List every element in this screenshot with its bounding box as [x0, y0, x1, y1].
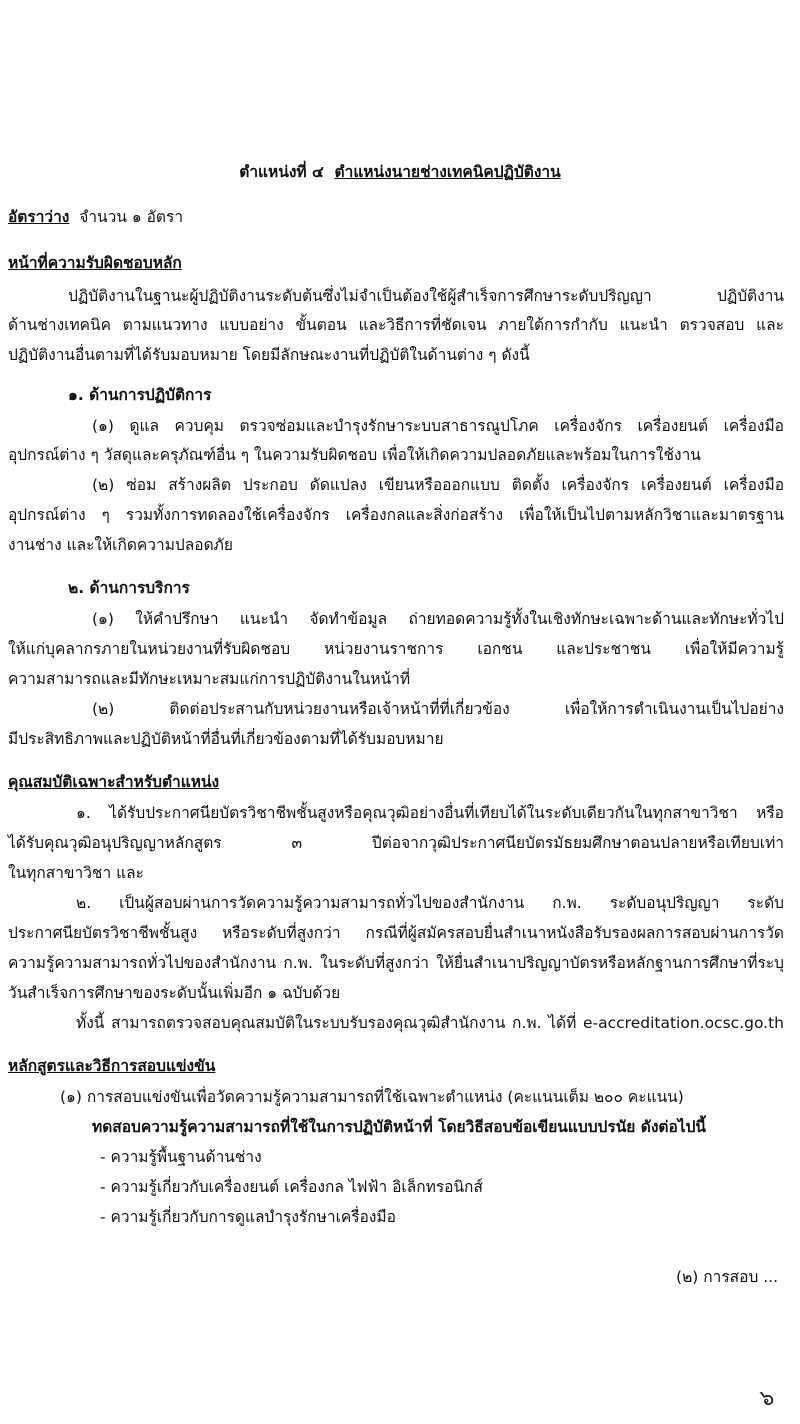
continuation-note: (๒) การสอบ ... [676, 1268, 778, 1286]
section-2-item-2-line: (๒) ติดต่อประสานกับหน่วยงานหรือเจ้าหน้าที่ที่เกี่ยวข้อง เพื่อให้การดำเนินงานเป็นไปอย่าง [92, 700, 784, 718]
position-label: ตำแหน่งที่ ๔ [239, 163, 324, 181]
section-1-item-2-line: (๒) ซ่อม สร้างผลิต ประกอบ ดัดแปลง เขียนหรือออกแบบ ติดตั้ง เครื่องจักร เครื่องยนต์ เครื่องมือ [92, 476, 784, 494]
qualification-1-line: ในทุกสาขาวิชา และ [8, 864, 144, 882]
qualification-note: ทั้งนี้ สามารถตรวจสอบคุณสมบัติในระบบรับรองคุณวุฒิสำนักงาน ก.พ. ได้ที่ e-accreditation.ocsc.go.th [76, 1014, 784, 1032]
qualification-1-line: ๑. ได้รับประกาศนียบัตรวิชาชีพชั้นสูงหรือคุณวุฒิอย่างอื่นที่เทียบได้ในระดับเดียวกันในทุกสาขาวิชา หรือ [76, 804, 784, 822]
duties-heading: หน้าที่ความรับผิดชอบหลัก [8, 254, 182, 272]
qualification-2-line: ความรู้ความสามารถทั่วไปของสำนักงาน ก.พ. ในระดับที่สูงกว่า ให้ยื่นสำเนาปริญญาบัตรหรือหลักฐานการศึกษาที่ระบุ [8, 954, 784, 972]
qualification-2-line: ๒. เป็นผู้สอบผ่านการวัดความรู้ความสามารถทั่วไปของสำนักงาน ก.พ. ระดับอนุปริญญา ระดับ [76, 894, 784, 912]
exam-item-1-desc: ทดสอบความรู้ความสามารถที่ใช้ในการปฏิบัติหน้าที่ โดยวิธีสอบข้อเขียนแบบปรนัย ดังต่อไปนี้ [92, 1118, 707, 1136]
exam-topic: - ความรู้เกี่ยวกับเครื่องยนต์ เครื่องกล ไฟฟ้า อิเล็กทรอนิกส์ [100, 1178, 483, 1196]
section-1-item-1-line: (๑) ดูแล ควบคุม ตรวจซ่อมและบำรุงรักษาระบบสาธารณูปโภค เครื่องจักร เครื่องยนต์ เครื่องมือ [92, 417, 784, 435]
section-1-item-1-line: อุปกรณ์ต่าง ๆ วัสดุและครุภัณฑ์อื่น ๆ ในความรับผิดชอบ เพื่อให้เกิดความปลอดภัยและพร้อมในการใช้งาน [8, 446, 701, 464]
vacancy-label: อัตราว่าง [8, 208, 70, 226]
exam-heading: หลักสูตรและวิธีการสอบแข่งขัน [8, 1057, 216, 1075]
section-1-item-2-line: งานช่าง และให้เกิดความปลอดภัย [8, 536, 233, 554]
page-number: ๖ [758, 1385, 776, 1412]
section-2-item-1-line: (๑) ให้คำปรึกษา แนะนำ จัดทำข้อมูล ถ่ายทอดความรู้ทั้งในเชิงทักษะเฉพาะด้านและทักษะทั่วไป [92, 610, 784, 628]
section-1-title: ๑. ด้านการปฏิบัติการ [68, 386, 212, 404]
page-title [0, 161, 800, 183]
section-2-item-1-line: ให้แก่บุคลากรภายในหน่วยงานที่รับผิดชอบ หน่วยงานราชการ เอกชน และประชาชน เพื่อให้มีความรู้ [8, 640, 784, 658]
duties-intro-line: ปฏิบัติงานในฐานะผู้ปฏิบัติงานระดับต้นซึ่งไม่จำเป็นต้องใช้ผู้สำเร็จการศึกษาระดับปริญญา ปฏิบัติงาน [68, 287, 784, 305]
exam-topic: - ความรู้เกี่ยวกับการดูแลบำรุงรักษาเครื่องมือ [100, 1208, 396, 1226]
position-title: ตำแหน่งนายช่างเทคนิคปฏิบัติงาน [334, 163, 561, 181]
qualification-2-line: ประกาศนียบัตรวิชาชีพชั้นสูง หรือระดับที่สูงกว่า กรณีที่ผู้สมัครสอบยื่นสำเนาหนังสือรับรองผลการสอบผ่านการวัด [8, 924, 784, 942]
exam-topic: - ความรู้พื้นฐานด้านช่าง [100, 1148, 262, 1166]
vacancy-value: จำนวน ๑ อัตรา [79, 208, 184, 226]
qualification-2-line: วันสำเร็จการศึกษาของระดับนั้นเพิ่มอีก ๑ ฉบับด้วย [8, 984, 341, 1002]
duties-intro-line: ด้านช่างเทคนิค ตามแนวทาง แบบอย่าง ขั้นตอน และวิธีการที่ชัดเจน ภายใต้การกำกับ แนะนำ ตรวจสอบ และ [8, 316, 784, 334]
section-1-item-2-line: อุปกรณ์ต่าง ๆ รวมทั้งการทดลองใช้เครื่องจักร เครื่องกลและสิ่งก่อสร้าง เพื่อให้เป็นไปตามหลักวิชาและมาตรฐาน [8, 506, 784, 524]
duties-intro-line: ปฏิบัติงานอื่นตามที่ได้รับมอบหมาย โดยมีลักษณะงานที่ปฏิบัติในด้านต่าง ๆ ดังนี้ [8, 346, 530, 364]
section-2-title: ๒. ด้านการบริการ [68, 579, 190, 597]
qualification-1-line: ได้รับคุณวุฒิอนุปริญญาหลักสูตร ๓ ปีต่อจากวุฒิประกาศนียบัตรมัธยมศึกษาตอนปลายหรือเทียบเท่า [8, 834, 784, 852]
vacancy-line [8, 206, 183, 228]
qualifications-heading: คุณสมบัติเฉพาะสำหรับตำแหน่ง [8, 773, 220, 791]
exam-item-1-title: (๑) การสอบแข่งขันเพื่อวัดความรู้ความสามารถที่ใช้เฉพาะตำแหน่ง (คะแนนเต็ม ๒๐๐ คะแนน) [60, 1088, 684, 1106]
section-2-item-1-line: ความสามารถและมีทักษะเหมาะสมแก่การปฏิบัติงานในหน้าที่ [8, 670, 411, 688]
section-2-item-2-line: มีประสิทธิภาพและปฏิบัติหน้าที่อื่นที่เกี่ยวข้องตามที่ได้รับมอบหมาย [8, 730, 444, 748]
